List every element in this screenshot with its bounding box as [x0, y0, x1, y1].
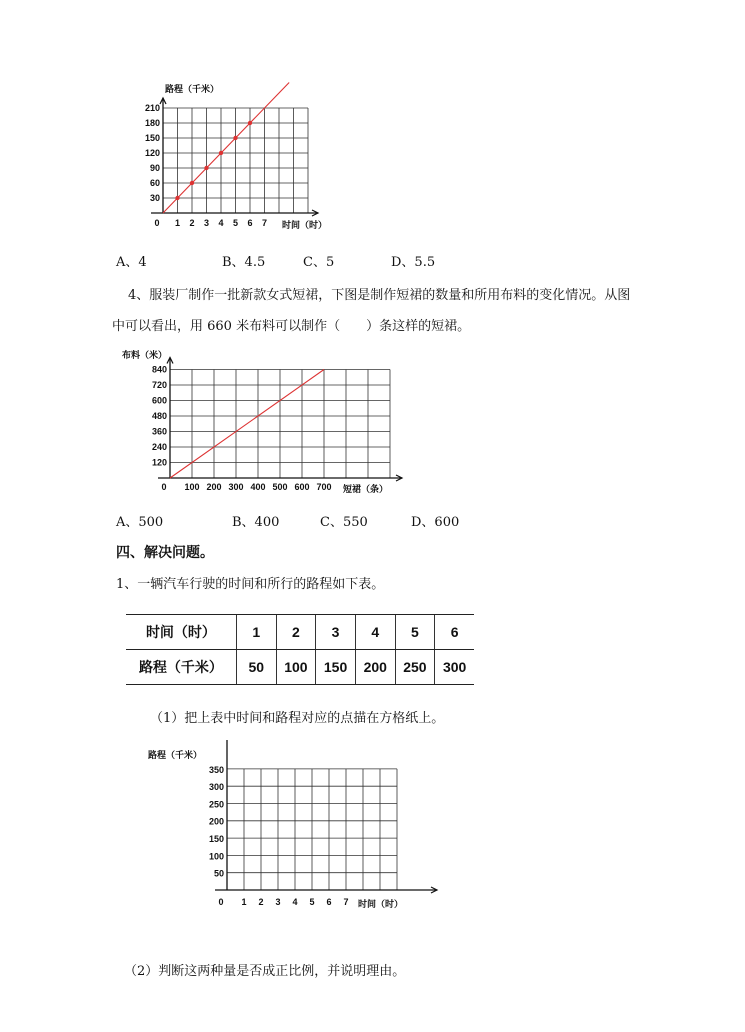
- chart1-data-point: [219, 151, 223, 155]
- chart3-y-tick: 250: [208, 799, 224, 810]
- chart1-x-tick: 6: [247, 218, 253, 228]
- chart1-data-point: [190, 181, 194, 185]
- q4-text-line2: 中可以看出，用 660 米布料可以制作（ ）条这样的短裙。: [112, 319, 471, 334]
- chart1-data-point: [248, 121, 252, 125]
- chart1-x-tick: 5: [232, 218, 239, 228]
- chart3-y-tick: 350: [208, 764, 224, 775]
- chart-distance-time-1: [135, 80, 375, 230]
- chart1-data-point: [233, 136, 237, 140]
- chart1-series-line: [163, 83, 289, 214]
- chart3-x-tick: 6: [326, 897, 332, 907]
- data-table: [126, 614, 474, 685]
- chart3-ylabel: 路程（千米）: [148, 750, 203, 760]
- chart1-data-point: [175, 196, 179, 200]
- table-header-distance: 路程（千米）: [126, 650, 236, 685]
- chart3-x-tick: 5: [309, 897, 315, 907]
- chart1-xlabel: 时间（时）: [282, 220, 328, 230]
- table-cell: 50: [236, 650, 276, 685]
- q4-option-b[interactable]: B、400: [232, 515, 280, 530]
- chart2-y-tick: 240: [151, 441, 167, 452]
- table-cell: 150: [316, 650, 356, 685]
- chart2-x-tick: 200: [206, 482, 222, 492]
- chart1-ylabel: 路程（千米）: [165, 84, 220, 94]
- chart2-ylabel: 布料（米）: [122, 350, 168, 360]
- chart1-y-tick: 60: [149, 178, 160, 189]
- chart2-x-tick: 700: [316, 482, 332, 492]
- chart3-xlabel: 时间（时）: [358, 899, 404, 909]
- chart1-x-tick: 1: [174, 218, 181, 228]
- chart2-y-tick: 840: [151, 364, 167, 375]
- chart3-x-tick: 4: [292, 897, 298, 907]
- chart2-y-tick: 120: [151, 457, 167, 468]
- section4-sub2: （2）判断这两种量是否成正比例，并说明理由。: [124, 964, 406, 979]
- chart2-xlabel: 短裙（条）: [343, 484, 389, 494]
- chart2-x-tick: 100: [184, 482, 200, 492]
- chart3-x-tick: 7: [343, 897, 349, 907]
- table-cell: 4: [355, 615, 395, 650]
- chart2-x-tick: 500: [272, 482, 288, 492]
- table-cell: 1: [236, 615, 276, 650]
- chart1-data-point: [204, 166, 208, 170]
- q3-option-b[interactable]: B、4.5: [222, 255, 266, 270]
- q3-option-c[interactable]: C、5: [303, 255, 335, 270]
- q4-option-a[interactable]: A、500: [116, 515, 164, 530]
- chart3-y-tick: 100: [208, 851, 224, 862]
- chart2-y-tick: 480: [151, 410, 167, 421]
- section-title: 四、解决问题。: [116, 545, 214, 561]
- table-cell: 3: [316, 615, 356, 650]
- table-row: [126, 615, 474, 650]
- table-cell: 5: [395, 615, 435, 650]
- chart1-x-tick: 0: [154, 218, 160, 228]
- chart1-y-tick: 150: [144, 133, 160, 144]
- chart1-x-tick: 4: [218, 218, 224, 228]
- chart1-y-tick: 180: [144, 118, 160, 129]
- chart1-y-tick: 90: [149, 163, 160, 174]
- q4-option-c[interactable]: C、550: [320, 515, 368, 530]
- chart1-x-tick: 2: [189, 218, 195, 228]
- table-cell: 100: [276, 650, 316, 685]
- q4-option-d[interactable]: D、600: [411, 515, 460, 530]
- section4-sub1: （1）把上表中时间和路程对应的点描在方格纸上。: [150, 711, 445, 726]
- chart2-series-line: [170, 370, 324, 479]
- table-cell: 200: [355, 650, 395, 685]
- table-cell: 300: [435, 650, 474, 685]
- chart3-x-tick: 3: [275, 897, 281, 907]
- chart2-x-tick: 600: [294, 482, 310, 492]
- table-row: [126, 650, 474, 685]
- chart1-y-tick: 210: [144, 103, 160, 114]
- chart1-x-tick: 7: [261, 218, 268, 228]
- q4-text-line1: 4、服装厂制作一批新款女式短裙，下图是制作短裙的数量和所用布料的变化情况。从图: [128, 288, 631, 303]
- table-header-time: 时间（时）: [126, 615, 236, 650]
- chart2-x-tick: 0: [161, 482, 167, 492]
- q3-option-d[interactable]: D、5.5: [391, 255, 436, 270]
- chart-empty-grid: [145, 740, 445, 915]
- chart-fabric-skirts: [118, 340, 418, 500]
- chart1-y-tick: 30: [149, 193, 160, 204]
- chart2-y-tick: 360: [151, 426, 167, 437]
- table-cell: 250: [395, 650, 435, 685]
- chart2-y-tick: 720: [151, 379, 167, 390]
- chart1-x-tick: 3: [203, 218, 210, 228]
- table-cell: 2: [276, 615, 316, 650]
- chart2-x-tick: 300: [228, 482, 244, 492]
- chart3-y-tick: 300: [208, 782, 224, 793]
- chart3-x-tick: 0: [218, 897, 224, 907]
- chart3-y-tick: 200: [208, 816, 224, 827]
- chart2-x-tick: 400: [250, 482, 266, 492]
- q3-option-a[interactable]: A、4: [116, 255, 147, 270]
- chart3-x-tick: 1: [241, 897, 247, 907]
- chart1-y-tick: 120: [144, 148, 160, 159]
- table-cell: 6: [435, 615, 474, 650]
- chart2-y-tick: 600: [151, 395, 167, 406]
- section4-q1: 1、一辆汽车行驶的时间和所行的路程如下表。: [116, 577, 385, 592]
- chart3-y-tick: 50: [213, 868, 224, 879]
- chart3-x-tick: 2: [258, 897, 264, 907]
- chart3-y-tick: 150: [208, 833, 224, 844]
